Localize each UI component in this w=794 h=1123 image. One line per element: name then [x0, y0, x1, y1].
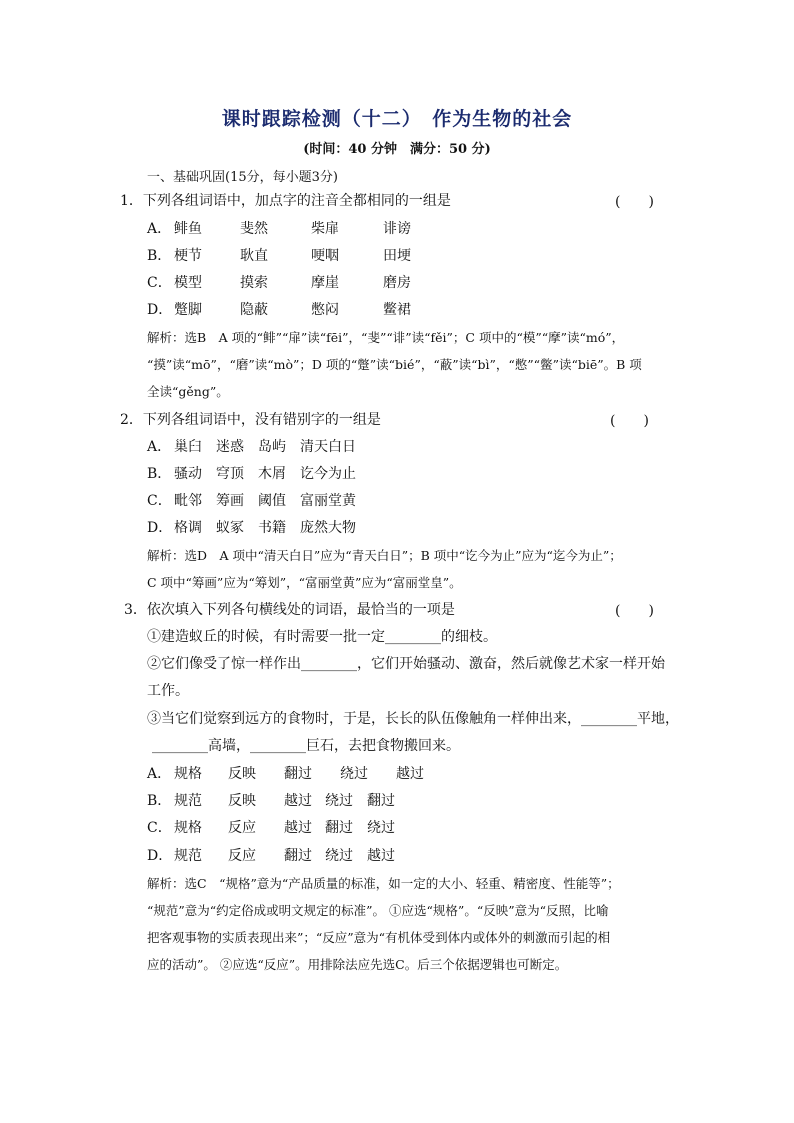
- q2-explanation-line: 解析：选D A 项中“清天白日”应为“青天白日”；B 项中“讫今为止”应为“迄今为止”；: [147, 548, 622, 563]
- option-item: 诽谤: [383, 221, 411, 237]
- option-item: 翻过: [284, 848, 312, 864]
- section-heading: 一、基础巩固(15分，每小题3分): [147, 170, 338, 185]
- option-item: 斐然: [240, 221, 268, 237]
- option-label: B．: [147, 466, 172, 482]
- option-label: D．: [147, 302, 173, 318]
- q3-explanation-line: 解析：选C “规格”意为“产品质量的标准，如一定的大小、轻重、精密度、性能等”；: [147, 876, 620, 891]
- option-item: 规范: [174, 848, 202, 864]
- option-item: 翻过: [284, 766, 312, 782]
- option-item: 绕过: [325, 793, 353, 809]
- option-item: 穹顶: [216, 466, 244, 482]
- option-label: A．: [147, 221, 172, 237]
- option-label: A．: [147, 766, 172, 782]
- q1-explanation-line: 全读“gěng”。: [147, 384, 229, 399]
- option-item: 阈值: [258, 493, 286, 509]
- option-item: 书籍: [258, 520, 286, 536]
- question-3-stem: 3．依次填入下列各句横线处的词语，最恰当的一项是: [124, 602, 455, 618]
- option-item: 翻过: [325, 820, 353, 836]
- option-item: 越过: [367, 848, 395, 864]
- option-item: 翻过: [367, 793, 395, 809]
- option-item: 越过: [284, 820, 312, 836]
- option-label: B．: [147, 248, 172, 264]
- option-item: 筹画: [216, 493, 244, 509]
- option-item: 摩崖: [311, 275, 339, 291]
- page-subtitle: (时间：40 分钟 满分：50 分): [303, 142, 491, 157]
- option-item: 鳖裙: [383, 302, 411, 318]
- option-item: 规格: [174, 766, 202, 782]
- page-title: 课时跟踪检测（十二） 作为生物的社会: [221, 108, 573, 130]
- q3-explanation-line: “规范”意为“约定俗成或明文规定的标准”。 ①应选“规格”。“反映”意为“反照，比喻: [147, 903, 609, 918]
- option-item: 越过: [284, 793, 312, 809]
- option-item: 绕过: [340, 766, 368, 782]
- q3-explanation-line: 应的活动”。 ②应选“反应”。用排除法应先选C。后三个依据逻辑也可断定。: [147, 957, 568, 972]
- option-item: 格调: [174, 520, 202, 536]
- option-item: 反映: [228, 766, 256, 782]
- option-item: 梗节: [174, 248, 202, 264]
- q3-sentence: 工作。: [147, 683, 189, 699]
- question-2-answer-blank: ( ): [610, 413, 649, 429]
- option-label: D．: [147, 520, 173, 536]
- option-label: D．: [147, 848, 173, 864]
- option-item: 规范: [174, 793, 202, 809]
- option-item: 骚动: [174, 466, 202, 482]
- option-item: 富丽堂黄: [300, 493, 356, 509]
- option-item: 越过: [396, 766, 424, 782]
- option-item: 田埂: [383, 248, 411, 264]
- option-label: A．: [147, 439, 172, 455]
- option-label: C．: [147, 275, 172, 291]
- q3-sentence: ①建造蚁丘的时候，有时需要一批一定________的细枝。: [147, 629, 497, 645]
- question-2-stem: 2．下列各组词语中，没有错别字的一组是: [120, 412, 381, 428]
- option-item: 庞然大物: [300, 520, 356, 536]
- question-1-stem: 1．下列各组词语中，加点字的注音全都相同的一组是: [120, 193, 451, 209]
- option-item: 鲱鱼: [174, 221, 202, 237]
- option-item: 绕过: [325, 848, 353, 864]
- option-item: 绕过: [367, 820, 395, 836]
- q3-sentence: ________高墙，________巨石，去把食物搬回来。: [152, 738, 460, 754]
- option-item: 磨房: [383, 275, 411, 291]
- question-3-answer-blank: ( ): [615, 603, 654, 619]
- option-item: 蹩脚: [174, 302, 202, 318]
- q3-sentence: ③当它们觉察到远方的食物时，于是，长长的队伍像触角一样伸出来，________平地，: [147, 711, 679, 727]
- option-item: 规格: [174, 820, 202, 836]
- option-item: 反映: [228, 793, 256, 809]
- option-label: C．: [147, 820, 172, 836]
- option-item: 迷惑: [216, 439, 244, 455]
- option-item: 耿直: [240, 248, 268, 264]
- option-item: 憋闷: [311, 302, 339, 318]
- option-item: 巢臼: [174, 439, 202, 455]
- option-item: 模型: [174, 275, 202, 291]
- option-item: 反应: [228, 820, 256, 836]
- option-item: 清天白日: [300, 439, 356, 455]
- option-item: 哽咽: [311, 248, 339, 264]
- question-1-answer-blank: ( ): [615, 194, 654, 210]
- option-item: 摸索: [240, 275, 268, 291]
- option-item: 反应: [228, 848, 256, 864]
- option-label: C．: [147, 493, 172, 509]
- option-item: 隐蔽: [240, 302, 268, 318]
- option-item: 柴扉: [311, 221, 339, 237]
- q3-sentence: ②它们像受了惊一样作出________，它们开始骚动、激奋，然后就像艺术家一样开始: [147, 656, 665, 672]
- q3-explanation-line: 把客观事物的实质表现出来”；“反应”意为“有机体受到体内或体外的刺激而引起的相: [147, 930, 611, 945]
- q2-explanation-line: C 项中“筹画”应为“筹划”，“富丽堂黄”应为“富丽堂皇”。: [147, 575, 462, 590]
- option-item: 木屑: [258, 466, 286, 482]
- option-item: 岛屿: [258, 439, 286, 455]
- option-item: 毗邻: [174, 493, 202, 509]
- q1-explanation-line: “摸”读“mō”，“磨”读“mò”；D 项的“蹩”读“bié”，“蔽”读“bì”，“憋”“鳖”读“biē”。B 项: [147, 357, 642, 372]
- option-label: B．: [147, 793, 172, 809]
- option-item: 讫今为止: [300, 466, 356, 482]
- q1-explanation-line: 解析：选B A 项的“鲱”“扉”读“fēi”，“斐”“诽”读“fěi”；C 项中的“模”“摩”读“mó”，: [147, 330, 625, 345]
- option-item: 蚁冢: [216, 520, 244, 536]
